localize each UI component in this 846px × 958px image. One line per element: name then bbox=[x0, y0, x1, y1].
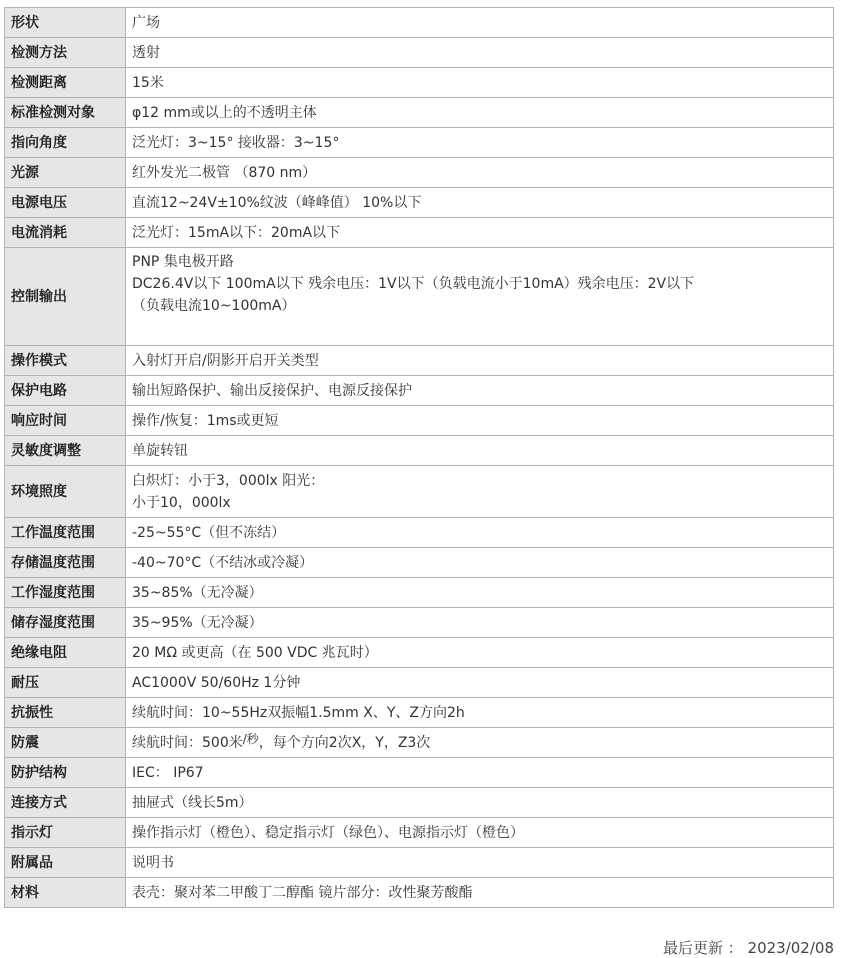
spec-value-line: 泛光灯：15mA以下：20mA以下 bbox=[132, 224, 341, 241]
spec-value-line: 操作指示灯（橙色）、稳定指示灯（绿色）、电源指示灯（橙色） bbox=[132, 824, 524, 841]
spec-value-line: 说明书 bbox=[132, 854, 174, 871]
spec-row bbox=[5, 406, 834, 436]
spec-value bbox=[126, 68, 834, 98]
spec-value bbox=[126, 608, 834, 638]
spec-row bbox=[5, 668, 834, 698]
spec-row bbox=[5, 698, 834, 728]
spec-value bbox=[126, 218, 834, 248]
spec-value-line: -40~70°C（不结冰或冷凝） bbox=[132, 554, 314, 571]
spec-row bbox=[5, 98, 834, 128]
spec-row bbox=[5, 518, 834, 548]
spec-value bbox=[126, 128, 834, 158]
spec-label: 指向角度 bbox=[5, 128, 126, 158]
spec-value-line: DC26.4V以下 100mA以下 残余电压：1V以下（负载电流小于10mA）残余电压：2V以下 bbox=[132, 276, 695, 292]
spec-value-line: 透射 bbox=[132, 44, 160, 61]
spec-value-line: IEC： IP67 bbox=[132, 764, 204, 781]
spec-label: 灵敏度调整 bbox=[5, 436, 126, 466]
spec-value-line: 白炽灯：小于3，000lx 阳光： bbox=[132, 472, 325, 489]
spec-value-line: 广场 bbox=[132, 14, 160, 31]
spec-value bbox=[126, 518, 834, 548]
spec-value bbox=[126, 406, 834, 436]
spec-label: 电源电压 bbox=[5, 188, 126, 218]
spec-row bbox=[5, 376, 834, 406]
spec-label: 工作湿度范围 bbox=[5, 578, 126, 608]
spec-value bbox=[126, 248, 834, 346]
spec-value-line: 15米 bbox=[132, 74, 164, 91]
spec-value bbox=[126, 376, 834, 406]
spec-row bbox=[5, 758, 834, 788]
spec-value-line: φ12 mm或以上的不透明主体 bbox=[132, 104, 317, 121]
spec-row bbox=[5, 548, 834, 578]
spec-label: 标准检测对象 bbox=[5, 98, 126, 128]
spec-label: 光源 bbox=[5, 158, 126, 188]
spec-value bbox=[126, 848, 834, 878]
shock-sup: /秒 bbox=[242, 731, 259, 746]
spec-value-line: AC1000V 50/60Hz 1分钟 bbox=[132, 674, 301, 691]
spec-row bbox=[5, 218, 834, 248]
spec-row bbox=[5, 38, 834, 68]
spec-label: 指示灯 bbox=[5, 818, 126, 848]
spec-row bbox=[5, 848, 834, 878]
spec-label: 存储温度范围 bbox=[5, 548, 126, 578]
spec-label: 抗振性 bbox=[5, 698, 126, 728]
spec-label: 操作模式 bbox=[5, 346, 126, 376]
spec-row bbox=[5, 608, 834, 638]
spec-row bbox=[5, 436, 834, 466]
spec-row bbox=[5, 346, 834, 376]
spec-label: 防震 bbox=[5, 728, 126, 758]
spec-row bbox=[5, 788, 834, 818]
spec-table bbox=[4, 7, 834, 908]
spec-label: 响应时间 bbox=[5, 406, 126, 436]
spec-value bbox=[126, 788, 834, 818]
spec-row bbox=[5, 466, 834, 518]
spec-value-line: -25~55°C（但不冻结） bbox=[132, 524, 286, 541]
spec-label: 电流消耗 bbox=[5, 218, 126, 248]
spec-value-line: 35~85%（无冷凝） bbox=[132, 584, 263, 601]
spec-value bbox=[126, 8, 834, 38]
spec-row bbox=[5, 878, 834, 908]
spec-label: 控制输出 bbox=[5, 248, 126, 346]
spec-value-line: 抽屉式（线长5m） bbox=[132, 794, 253, 811]
spec-table-body bbox=[5, 8, 834, 908]
spec-value-line: 表壳：聚对苯二甲酸丁二醇酯 镜片部分：改性聚芳酸酯 bbox=[132, 884, 473, 901]
spec-value-line: 续航时间：10~55Hz双振幅1.5mm X、Y、Z方向2h bbox=[132, 704, 465, 721]
spec-row bbox=[5, 728, 834, 758]
spec-label: 连接方式 bbox=[5, 788, 126, 818]
shock-pre: 续航时间：500米 bbox=[132, 734, 243, 751]
spec-value bbox=[126, 158, 834, 188]
spec-value bbox=[126, 578, 834, 608]
spec-value bbox=[126, 98, 834, 128]
spec-value-line: 输出短路保护、输出反接保护、电源反接保护 bbox=[132, 382, 412, 399]
spec-label: 保护电路 bbox=[5, 376, 126, 406]
spec-value-line: 入射灯开启/阴影开启开关类型 bbox=[132, 352, 319, 369]
spec-value-line: 单旋转钮 bbox=[132, 442, 188, 459]
spec-value-line: 泛光灯：3~15° 接收器：3~15° bbox=[132, 134, 340, 151]
spec-row bbox=[5, 8, 834, 38]
spec-value bbox=[126, 188, 834, 218]
spec-label: 材料 bbox=[5, 878, 126, 908]
spec-value-line: 直流12~24V±10%纹波（峰峰值） 10%以下 bbox=[132, 194, 422, 211]
spec-label: 储存湿度范围 bbox=[5, 608, 126, 638]
spec-value bbox=[126, 38, 834, 68]
spec-value bbox=[126, 758, 834, 788]
spec-label: 环境照度 bbox=[5, 466, 126, 518]
spec-value bbox=[126, 668, 834, 698]
spec-value bbox=[126, 436, 834, 466]
spec-label: 附属品 bbox=[5, 848, 126, 878]
spec-value-line: 操作/恢复：1ms或更短 bbox=[132, 412, 279, 429]
spec-row bbox=[5, 818, 834, 848]
spec-label: 工作温度范围 bbox=[5, 518, 126, 548]
spec-row bbox=[5, 128, 834, 158]
spec-value-line: 红外发光二极管 （870 nm） bbox=[132, 164, 317, 181]
spec-value bbox=[126, 818, 834, 848]
spec-value bbox=[126, 728, 834, 758]
spec-row bbox=[5, 638, 834, 668]
spec-value bbox=[126, 466, 834, 518]
spec-value bbox=[126, 878, 834, 908]
spec-row bbox=[5, 578, 834, 608]
spec-value bbox=[126, 638, 834, 668]
spec-value bbox=[126, 698, 834, 728]
last-updated: 最后更新 ： 2023/02/08 bbox=[663, 939, 834, 957]
spec-row bbox=[5, 248, 834, 346]
spec-value-line: 20 MΩ 或更高（在 500 VDC 兆瓦时） bbox=[132, 644, 378, 661]
spec-value-line: 小于10，000lx bbox=[132, 494, 231, 511]
spec-label: 检测距离 bbox=[5, 68, 126, 98]
spec-label: 防护结构 bbox=[5, 758, 126, 788]
spec-label: 绝缘电阻 bbox=[5, 638, 126, 668]
spec-label: 检测方法 bbox=[5, 38, 126, 68]
spec-value-line: 35~95%（无冷凝） bbox=[132, 614, 263, 631]
spec-label: 耐压 bbox=[5, 668, 126, 698]
spec-label: 形状 bbox=[5, 8, 126, 38]
spec-row bbox=[5, 188, 834, 218]
spec-row bbox=[5, 68, 834, 98]
spec-value-line: （负载电流10~100mA） bbox=[132, 298, 296, 314]
spec-value bbox=[126, 548, 834, 578]
shock-post: ，每个方向2次X，Y，Z3次 bbox=[258, 734, 431, 751]
spec-value bbox=[126, 346, 834, 376]
spec-value-line: PNP 集电极开路 bbox=[132, 254, 234, 270]
spec-row bbox=[5, 158, 834, 188]
